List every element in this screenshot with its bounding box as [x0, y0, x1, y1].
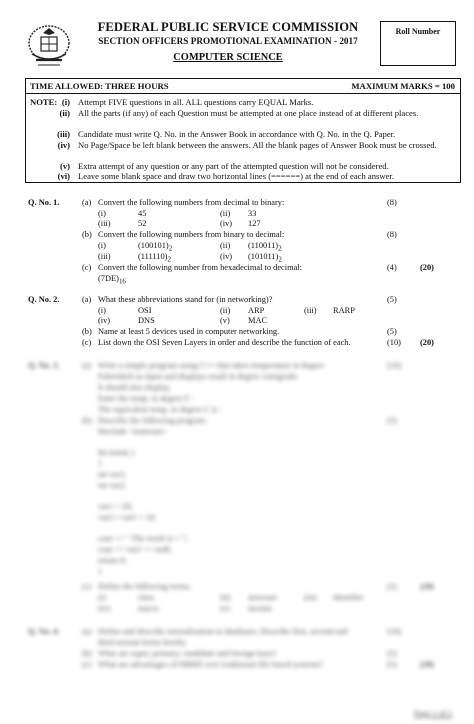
time-allowed: TIME ALLOWED: THREE HOURS — [30, 81, 169, 91]
item-num: (ii) — [220, 241, 231, 250]
q4-b-marks: (5) — [387, 649, 397, 658]
page-number: Page 1 of 2 — [414, 709, 452, 718]
q3-b-marks: (5) — [387, 416, 397, 425]
item-value: identifier — [333, 593, 364, 602]
part-label: (b) — [82, 649, 92, 658]
item-num: (v) — [220, 316, 230, 325]
q4-total: (20) — [420, 660, 434, 669]
item-num: (iv) — [98, 316, 111, 325]
item-value: 52 — [138, 219, 147, 228]
item-value: 33 — [248, 209, 257, 218]
subject-title: COMPUTER SCIENCE — [173, 52, 283, 63]
roll-number-label: Roll Number — [395, 27, 441, 36]
q2-b-text: Name at least 5 devices used in computer networking. — [98, 327, 280, 336]
notes-label: NOTE: — [30, 97, 58, 107]
exam-info-row — [25, 78, 461, 94]
question-3-label: Q. No. 3. — [28, 361, 60, 370]
code-line: #include <iostream> — [98, 427, 168, 436]
item-num: (i) — [98, 306, 106, 315]
q2-c-text: List down the OSI Seven Layers in order and describe the function of each. — [98, 338, 351, 347]
item-value: MAC — [248, 316, 268, 325]
text-line: The equivalent temp. in degree C is : — [98, 405, 222, 414]
q2-a-marks: (5) — [387, 295, 397, 304]
part-label: (b) — [82, 416, 92, 425]
q1-b-marks: (8) — [387, 230, 397, 239]
text-line: Fahrenheit as input and displays result in degree centigrade. — [98, 372, 299, 381]
pakistan-state-emblem-icon — [26, 20, 72, 72]
item-num: (iv) — [98, 604, 111, 613]
part-label: (a) — [82, 295, 92, 304]
item-num: (i) — [98, 241, 106, 250]
item-num: (iii) — [98, 252, 111, 261]
item-value: 127 — [248, 219, 261, 228]
q1-c-marks: (4) — [387, 263, 397, 272]
item-value: iterator — [248, 604, 273, 613]
part-label: (a) — [82, 198, 92, 207]
code-line: return 0; — [98, 556, 127, 565]
q2-b-marks: (5) — [387, 327, 397, 336]
q3-c-text: Define the following terms: — [98, 582, 191, 591]
code-line: cout << " The result is = "; — [98, 534, 188, 543]
q2-total: (20) — [420, 338, 434, 347]
q4-b-text: What are super, primary, candidate and foreign keys? — [98, 649, 277, 658]
q2-a-text: What these abbreviations stand for (in networking)? — [98, 295, 273, 304]
item-num: (ii) — [220, 593, 231, 602]
q1-c-value: $(7DE)_{16}$ — [98, 274, 126, 286]
item-value: macro — [138, 604, 159, 613]
part-label: (a) — [82, 361, 92, 370]
item-num: (ii) — [220, 209, 231, 218]
q1-c-text: Convert the following number from hexadecimal to decimal: — [98, 263, 302, 272]
item-num: (i) — [98, 209, 106, 218]
part-label: (c) — [82, 660, 92, 669]
item-value: ARP — [248, 306, 265, 315]
code-line: var2 = var1 + 10; — [98, 513, 157, 522]
q3-a-marks: (10) — [387, 361, 401, 370]
item-value: structure — [248, 593, 278, 602]
roll-number-box[interactable] — [380, 21, 456, 66]
item-num: (iii) — [98, 219, 111, 228]
q1-a-text: Convert the following numbers from decimal to binary: — [98, 198, 285, 207]
item-num: (ii) — [220, 306, 231, 315]
item-num: (iv) — [220, 252, 233, 261]
item-value: $(110011)_2$ — [248, 241, 282, 253]
item-value: $(100101)_2$ — [138, 241, 173, 253]
code-line: } — [98, 567, 103, 576]
item-value: OSI — [138, 306, 152, 315]
part-label: (c) — [82, 582, 92, 591]
item-value: RARP — [333, 306, 355, 315]
item-num: (v) — [220, 604, 230, 613]
code-line: cout << var2 << endl; — [98, 545, 172, 554]
q1-total: (20) — [420, 263, 434, 272]
item-num: (iv) — [220, 219, 233, 228]
item-num: (iii) — [304, 593, 317, 602]
q1-a-marks: (8) — [387, 198, 397, 207]
code-line: int var2; — [98, 481, 127, 490]
q1-b-text: Convert the following numbers from binary to decimal: — [98, 230, 285, 239]
q3-b-text: Describe the following program. — [98, 416, 208, 425]
notes-box: NOTE: (i) Attempt FIVE questions in all. ALL questions carry EQUAL Marks. (ii) All the parts (if any) of each Question must be attempted at one place instead of at different places. (iii) Candidate must write Q. No. in the Answer Book in accordance with Q. No. in the Q. Paper. (iv) No Page/Space be left blank between the answers. All the blank pages of Answer Book must be crossed. (v) Extra attempt of any question or any part of the attempted question will not be considered. (vi) Leave some blank space and draw two horizontal lines (======) at the end of each answer. — [25, 94, 461, 183]
code-line: Int main( ) — [98, 448, 134, 457]
code-line: var1 = 20; — [98, 502, 133, 511]
text-line: third normal forms briefly. — [98, 638, 188, 647]
text-line: It should also display. — [98, 383, 171, 392]
q2-c-marks: (10) — [387, 338, 401, 347]
item-num: (iii) — [304, 306, 317, 315]
part-label: (b) — [82, 327, 92, 336]
question-1-label: Q. No. 1. — [28, 198, 60, 207]
max-marks: MAXIMUM MARKS = 100 — [351, 81, 455, 91]
item-value: $(111110)_2$ — [138, 252, 171, 264]
item-num: (i) — [98, 593, 106, 602]
text-line: Enter the temp. in degree F : — [98, 394, 194, 403]
q3-c-marks: (5) — [387, 582, 397, 591]
text-line: Define and describe normalization in databases. Describe first, second and — [98, 627, 348, 636]
part-label: (c) — [82, 263, 92, 272]
item-value: 45 — [138, 209, 147, 218]
exam-subtitle: SECTION OFFICERS PROMOTIONAL EXAMINATION - 2017 — [98, 36, 358, 46]
text-line: Write a simple program using C++ that takes temperature in degree — [98, 361, 324, 370]
part-label: (b) — [82, 230, 92, 239]
q4-c-marks: (5) — [387, 660, 397, 669]
code-line: int var1; — [98, 470, 127, 479]
code-line: { — [98, 459, 103, 468]
item-value: DNS — [138, 316, 155, 325]
part-label: (a) — [82, 627, 92, 636]
item-value: $(101011)_2$ — [248, 252, 282, 264]
question-4-label: Q. No. 4. — [28, 627, 60, 636]
part-label: (c) — [82, 338, 92, 347]
question-2-label: Q. No. 2. — [28, 295, 60, 304]
q4-a-marks: (10) — [387, 627, 401, 636]
commission-title: FEDERAL PUBLIC SERVICE COMMISSION — [97, 20, 359, 34]
q3-total: (20) — [420, 582, 434, 591]
q4-c-text: What are advantages of DBMS over traditional file based systems? — [98, 660, 323, 669]
item-value: class — [138, 593, 155, 602]
